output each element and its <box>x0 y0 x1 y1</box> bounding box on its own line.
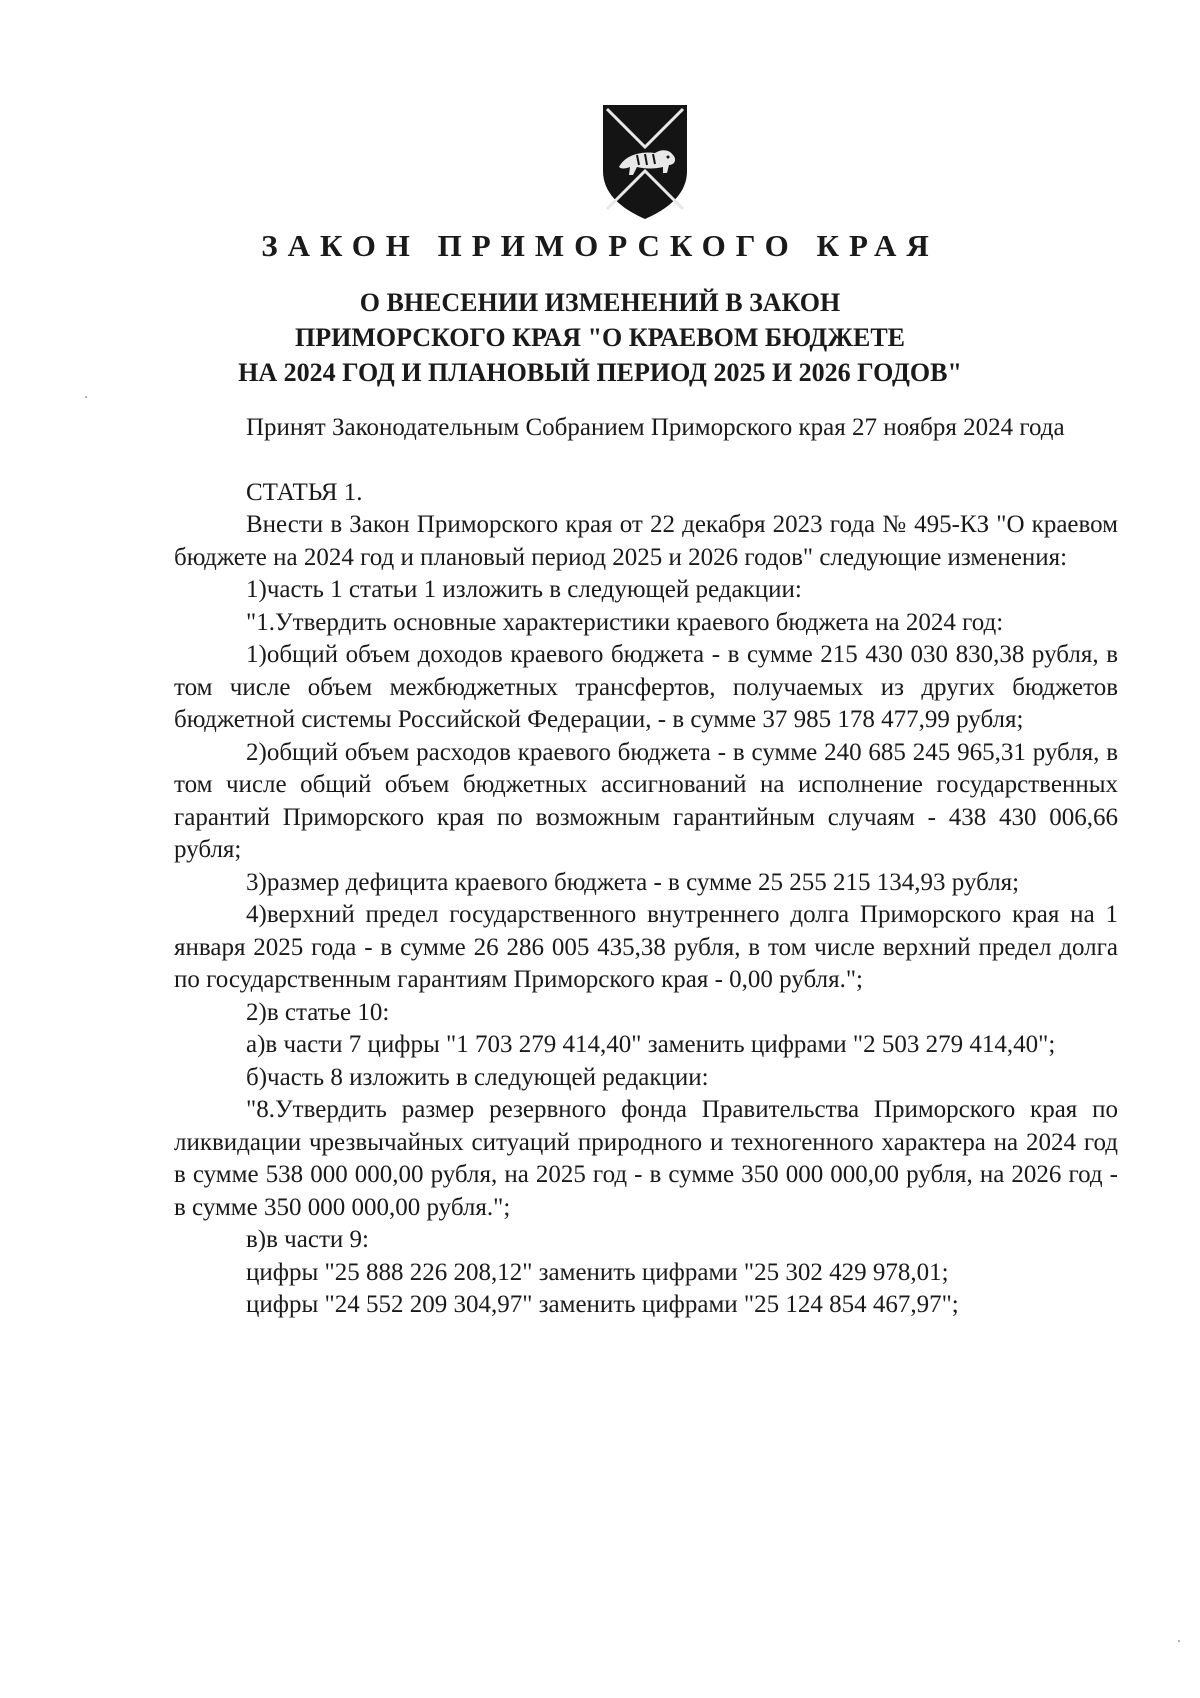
article-paragraph: 2)в статье 10: <box>246 998 390 1026</box>
subtitle-line: НА 2024 ГОД И ПЛАНОВЫЙ ПЕРИОД 2025 И 2026 ГОДОВ" <box>238 358 962 387</box>
adoption-note: Принят Законодательным Собранием Приморского края 27 ноября 2024 года <box>246 414 1065 441</box>
article-paragraph: "8.Утвердить размер резервного фонда Правительства Приморского края по ликвидации чрезвычайных ситуаций природного и техногенного характера на 2024 год в сумме 538 000 000,00 рубля, на 2025 год - в сумме 350 000 000,00 рубля, на 2026 год - в сумме 350 000 000,00 рубля."; <box>174 1096 1118 1221</box>
article-paragraph: 1)часть 1 статьи 1 изложить в следующей редакции: <box>246 576 802 603</box>
article-paragraph: 3)размер дефицита краевого бюджета - в сумме 25 255 215 134,93 рубля; <box>246 868 1020 896</box>
article-heading: СТАТЬЯ 1. <box>246 478 363 506</box>
article-paragraph: в)в части 9: <box>246 1226 369 1253</box>
law-title: ЗАКОН ПРИМОРСКОГО КРАЯ <box>261 228 939 263</box>
article-paragraph: цифры "25 888 226 208,12" заменить цифрами "25 302 429 978,01; <box>246 1258 949 1286</box>
scan-speck <box>1178 1640 1180 1642</box>
article-paragraph: цифры "24 552 209 304,97" заменить цифрами "25 124 854 467,97"; <box>246 1291 959 1318</box>
law-subtitle <box>150 285 1050 390</box>
law-body <box>174 412 1118 1322</box>
article-paragraph: а)в части 7 цифры "1 703 279 414,40" заменить цифрами "2 503 279 414,40"; <box>246 1031 1056 1058</box>
article-paragraph: б)часть 8 изложить в следующей редакции: <box>246 1063 709 1091</box>
article-paragraph: 1)общий объем доходов краевого бюджета - в сумме 215 430 030 830,38 рубля, в том числе объем межбюджетных трансфертов, получаемых из других бюджетов бюджетной системы Российской Федерации, - в сумме 37 985 178 477,99 рубля; <box>174 641 1118 733</box>
scan-speck <box>85 396 87 398</box>
subtitle-line: ПРИМОРСКОГО КРАЯ "О КРАЕВОМ БЮДЖЕТЕ <box>295 323 905 352</box>
subtitle-line: О ВНЕСЕНИИ ИЗМЕНЕНИЙ В ЗАКОН <box>359 288 841 317</box>
coat-of-arms-emblem <box>597 101 693 221</box>
article-paragraph: Внести в Закон Приморского края от 22 декабря 2023 года № 495-КЗ "О краевом бюджете на 2024 год и плановый период 2025 и 2026 годов" следующие изменения: <box>174 511 1118 571</box>
article-paragraph: 2)общий объем расходов краевого бюджета - в сумме 240 685 245 965,31 рубля, в том числе общий объем бюджетных ассигнований на исполнение государственных гарантий Приморского края по возможным гарантийным случаям - 438 430 006,66 рубля; <box>174 738 1118 863</box>
article-paragraph: "1.Утвердить основные характеристики краевого бюджета на 2024 год: <box>246 608 1004 636</box>
article-paragraph: 4)верхний предел государственного внутреннего долга Приморского края на 1 января 2025 года - в сумме 26 286 005 435,38 рубля, в том числе верхний предел долга по государственным гарантиям Приморского края - 0,00 рубля."; <box>174 901 1118 993</box>
